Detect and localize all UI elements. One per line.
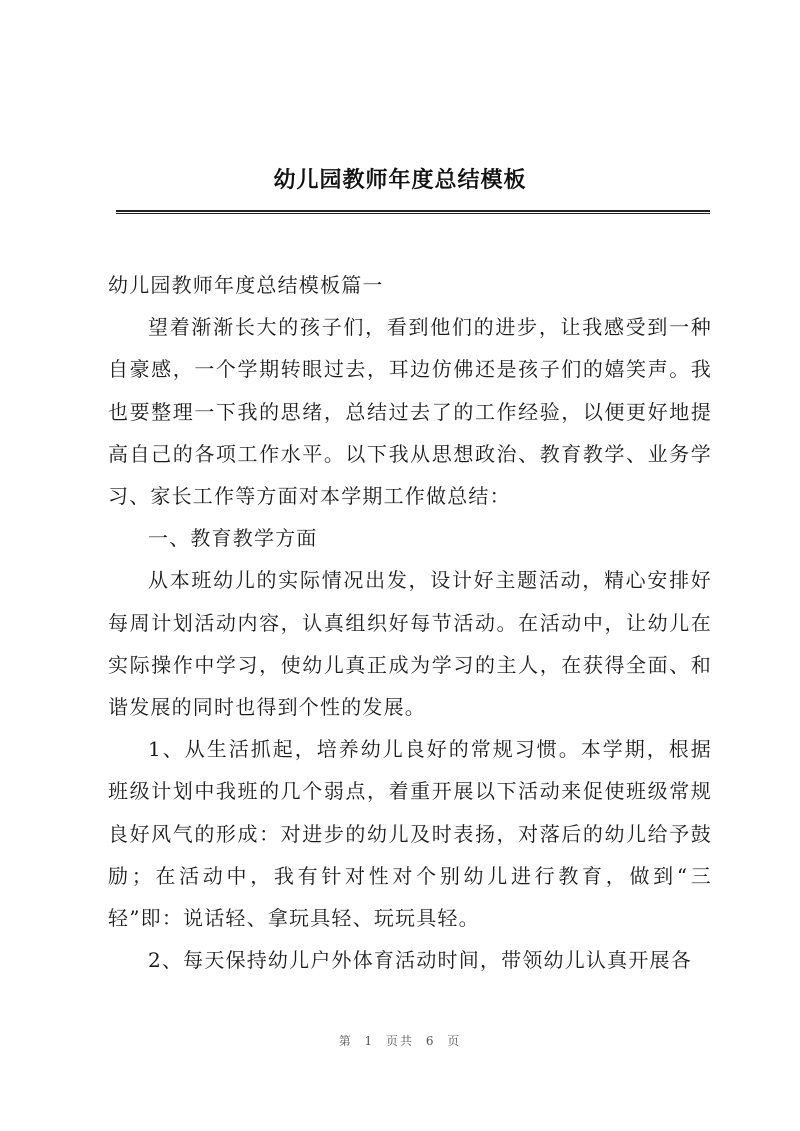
document-title: 幼儿园教师年度总结模板 (273, 167, 527, 193)
document-body (108, 264, 712, 981)
page-number: 第 1 页共 6 页 (338, 1034, 462, 1048)
body-paragraph: 1、从生活抓起，培养幼儿良好的常规习惯。本学期，根据班级计划中我班的几个弱点，着重开展以下活动来促使班级常规良好风气的形成：对进步的幼儿及时表扬，对落后的幼儿给予鼓励；在活动中，我有针对性对个别幼儿进行教育，做到“三轻”即：说话轻、拿玩具轻、玩玩具轻。 (108, 737, 712, 931)
subsection-heading: 一、教育教学方面 (148, 526, 318, 551)
section-heading: 幼儿园教师年度总结模板篇一 (108, 273, 384, 297)
body-paragraph: 望着渐渐长大的孩子们，看到他们的进步，让我感受到一种自豪感，一个学期转眼过去，耳边仿佛还是孩子们的嬉笑声。我也要整理一下我的思绪，总结过去了的工作经验，以便更好地提高自己的各项工作水平。以下我从思想政治、教育教学、业务学习、家长工作等方面对本学期工作做总结： (108, 315, 712, 509)
body-paragraph: 2、每天保持幼儿户外体育活动时间，带领幼儿认真开展各 (148, 948, 692, 973)
title-divider (116, 210, 710, 214)
body-paragraph: 从本班幼儿的实际情况出发，设计好主题活动，精心安排好每周计划活动内容，认真组织好每节活动。在活动中，让幼儿在实际操作中学习，使幼儿真正成为学习的主人，在获得全面、和谐发展的同时也得到个性的发展。 (108, 568, 712, 720)
